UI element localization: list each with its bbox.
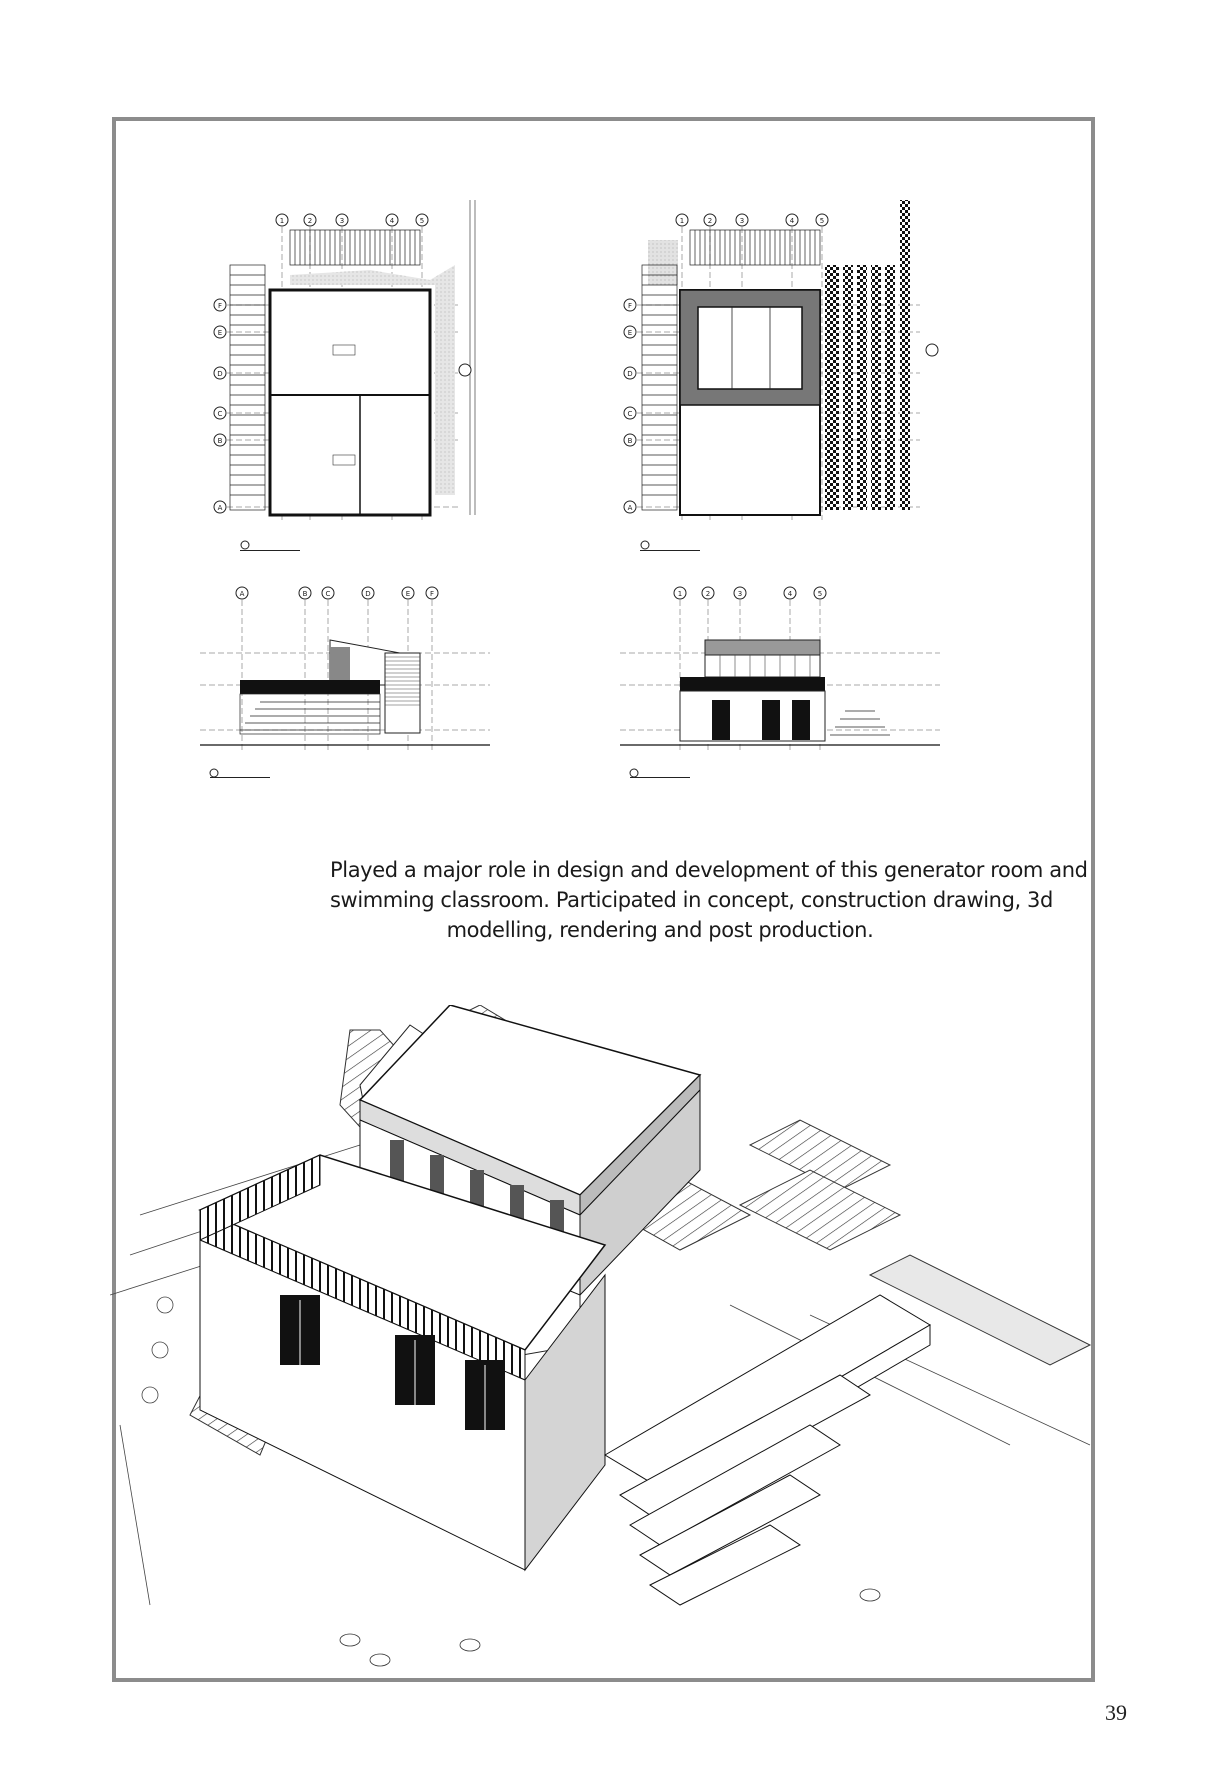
page-number: 39 [1105, 1700, 1127, 1725]
grid-label: 4 [789, 217, 795, 225]
grid-label: 2 [707, 217, 713, 225]
grid-label: C [217, 410, 223, 418]
grid-label: C [325, 590, 331, 598]
elevation-left [200, 585, 530, 785]
grid-label: C [627, 410, 633, 418]
grid-label: D [627, 370, 633, 378]
grid-label: 3 [739, 217, 745, 225]
floor-plan-left [200, 195, 530, 575]
description-line: modelling, rendering and post production. [446, 918, 874, 942]
floor-plan-right [620, 195, 960, 575]
grid-label: 5 [419, 217, 425, 225]
grid-label: D [365, 590, 371, 598]
grid-label: B [302, 590, 308, 598]
grid-label: B [217, 437, 223, 445]
project-description [330, 855, 1088, 945]
description-line: swimming classroom. Participated in concept, construction drawing, 3d [330, 888, 1053, 912]
grid-label: 5 [819, 217, 825, 225]
grid-label: 3 [737, 590, 743, 598]
grid-label: E [627, 329, 633, 337]
grid-label: 5 [817, 590, 823, 598]
elevation-right [620, 585, 960, 785]
grid-label: 2 [307, 217, 313, 225]
grid-label: E [405, 590, 411, 598]
grid-label: B [627, 437, 633, 445]
grid-label: F [429, 590, 435, 598]
grid-label: 3 [339, 217, 345, 225]
grid-label: F [217, 302, 223, 310]
grid-label: D [217, 370, 223, 378]
grid-label: E [217, 329, 223, 337]
description-line: Played a major role in design and development of this generator room and [330, 858, 1088, 882]
axonometric-render [110, 1005, 1095, 1680]
grid-label: 1 [279, 217, 285, 225]
grid-label: A [217, 504, 223, 512]
grid-label: A [239, 590, 245, 598]
grid-label: 2 [705, 590, 711, 598]
grid-label: 1 [677, 590, 683, 598]
grid-label: F [627, 302, 633, 310]
grid-label: 4 [389, 217, 395, 225]
grid-label: 1 [679, 217, 685, 225]
grid-label: 4 [787, 590, 793, 598]
grid-label: A [627, 504, 633, 512]
